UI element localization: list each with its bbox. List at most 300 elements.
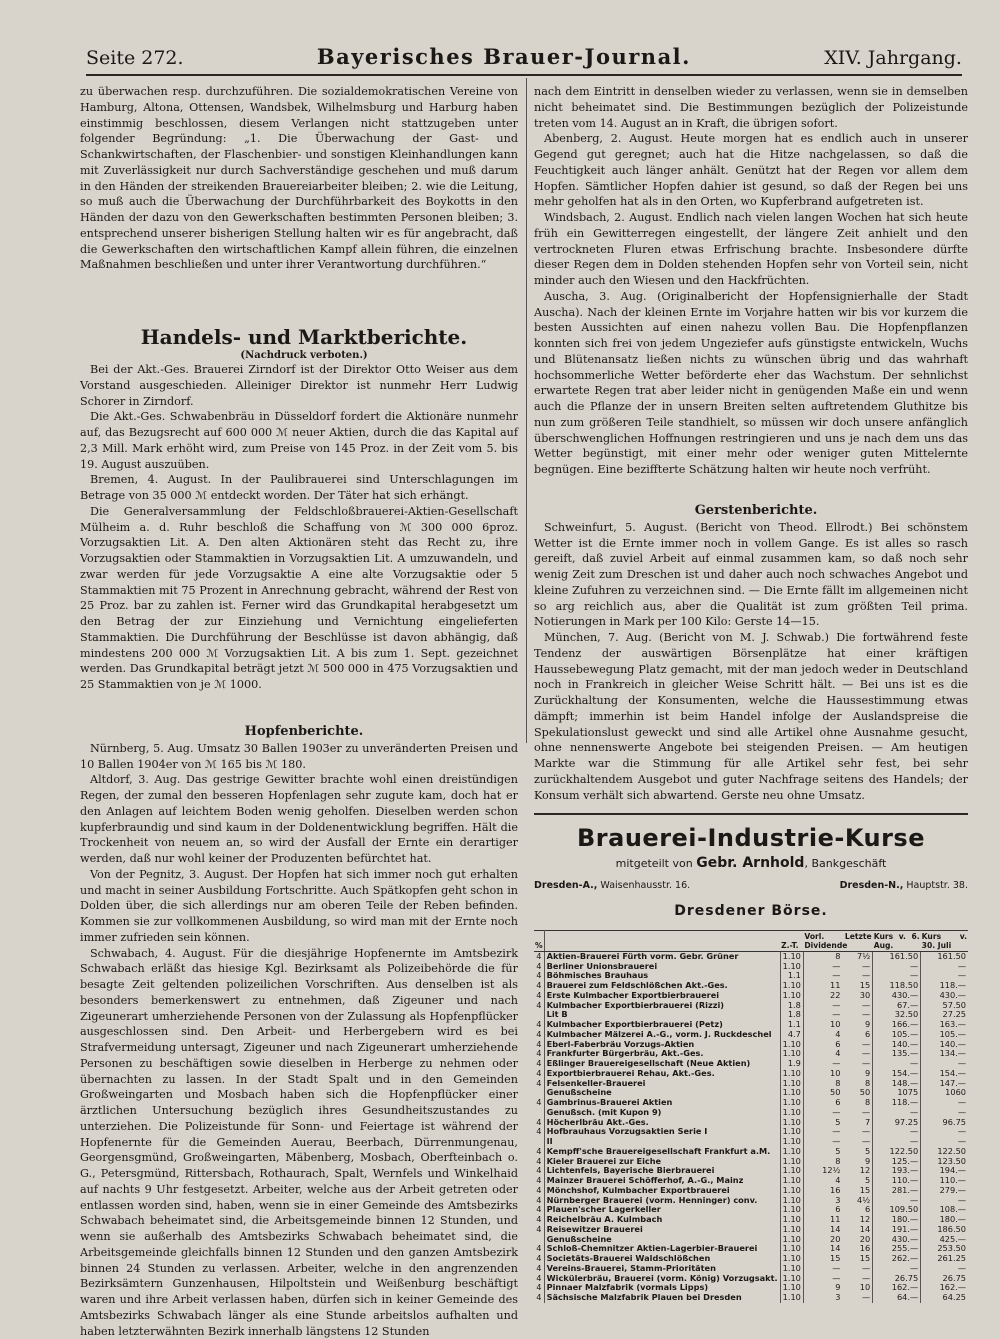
cell-company: Mainzer Brauerei Schöfferhof, A.-G., Mainz bbox=[544, 1176, 780, 1186]
cell-zt: 1.10 bbox=[780, 981, 803, 991]
column-divider bbox=[526, 78, 527, 743]
cell-div-last: — bbox=[842, 1049, 872, 1059]
cell-kurs-a: 161.50 bbox=[873, 951, 921, 961]
cell-company: Kempff'sche Brauereigesellschaft Frankfurt a.M. bbox=[544, 1147, 780, 1157]
cell-company: Genußsch. (mit Kupon 9) bbox=[544, 1108, 780, 1118]
cell-div-last: — bbox=[842, 1264, 872, 1274]
cell-div-last: — bbox=[842, 971, 872, 981]
cell-div-prev: 10 bbox=[803, 1069, 842, 1079]
kurse-provider: mitgeteilt von Gebr. Arnhold, Bankgeschäft bbox=[534, 853, 968, 874]
cell-company: Böhmisches Brauhaus bbox=[544, 971, 780, 981]
cell-zt: 1.10 bbox=[780, 1274, 803, 1284]
cell-percent: 4 bbox=[534, 1030, 544, 1040]
cell-company: Pinnaer Malzfabrik (vormals Lipps) bbox=[544, 1283, 780, 1293]
cell-percent: 4 bbox=[534, 1127, 544, 1137]
cell-kurs-b: 122.50 bbox=[921, 1147, 968, 1157]
cell-div-prev: — bbox=[803, 1264, 842, 1274]
cell-company: Gambrinus-Brauerei Aktien bbox=[544, 1098, 780, 1108]
col-header-percent: % bbox=[534, 930, 544, 951]
page-number: Seite 272. bbox=[86, 47, 184, 69]
address-left-street: Waisenhausstr. 16. bbox=[600, 880, 690, 891]
cell-kurs-a: 262.— bbox=[873, 1254, 921, 1264]
cell-percent: 4 bbox=[534, 1283, 544, 1293]
cell-div-prev: — bbox=[803, 1274, 842, 1284]
cell-percent: 4 bbox=[534, 1186, 544, 1196]
cell-company: Felsenkeller-Brauerei bbox=[544, 1079, 780, 1089]
table-row bbox=[534, 1049, 968, 1059]
cell-company: Kieler Brauerei zur Eiche bbox=[544, 1157, 780, 1167]
table-row bbox=[534, 1118, 968, 1128]
cell-percent: 4 bbox=[534, 971, 544, 981]
cell-percent: 4 bbox=[534, 1059, 544, 1069]
cell-kurs-b: 105.— bbox=[921, 1030, 968, 1040]
cell-kurs-a: 122.50 bbox=[873, 1147, 921, 1157]
cell-company: Berliner Unionsbrauerei bbox=[544, 962, 780, 972]
cell-kurs-a: — bbox=[873, 1108, 921, 1118]
cell-zt: 1.10 bbox=[780, 1244, 803, 1254]
kurse-addresses bbox=[534, 878, 968, 894]
cell-kurs-a: 1075 bbox=[873, 1088, 921, 1098]
kurse-firm: Gebr. Arnhold bbox=[696, 855, 804, 871]
cell-company: Genußscheine bbox=[544, 1088, 780, 1098]
cell-zt: 4.7 bbox=[780, 1030, 803, 1040]
cell-zt: 1.10 bbox=[780, 1157, 803, 1167]
cell-div-prev: 6 bbox=[803, 1040, 842, 1050]
cell-zt: 1.10 bbox=[780, 1186, 803, 1196]
kurse-firm-type: Bankgeschäft bbox=[811, 857, 886, 870]
cell-div-prev: 15 bbox=[803, 1254, 842, 1264]
cell-percent: 4 bbox=[534, 1215, 544, 1225]
cell-company: Sächsische Malzfabrik Plauen bei Dresden bbox=[544, 1293, 780, 1303]
cell-kurs-b: 140.— bbox=[921, 1040, 968, 1050]
boerse-title: Dresdener Börse. bbox=[534, 904, 968, 920]
cell-kurs-b: 27.25 bbox=[921, 1010, 968, 1020]
cell-company: Frankfurter Bürgerbräu, Akt.-Ges. bbox=[544, 1049, 780, 1059]
cell-kurs-b: — bbox=[921, 1196, 968, 1206]
cell-kurs-b: 118.— bbox=[921, 981, 968, 991]
news-paragraph: Abenberg, 2. August. Heute morgen hat es endlich auch in unserer Gegend gut geregnet; auch hat die Hitze nachgelassen, so daß die Feuchtigkeit auch länger anhält. Genützt hat der Regen vor allem dem Hopfen. Sämtlicher Hopfen dahier ist gesund, so daß der Regen bei uns mehr geholfen hat als in den Orten, wo Kupferbrand aufgetreten ist. bbox=[534, 131, 968, 210]
cell-zt: 1.10 bbox=[780, 1254, 803, 1264]
cell-div-last: 8 bbox=[842, 1079, 872, 1089]
address-left-city: Dresden-A., bbox=[534, 880, 597, 891]
cell-kurs-b: — bbox=[921, 971, 968, 981]
section-rule bbox=[534, 813, 968, 815]
cell-percent: 4 bbox=[534, 1040, 544, 1050]
cell-div-prev: 3 bbox=[803, 1293, 842, 1303]
cell-kurs-b: — bbox=[921, 1264, 968, 1274]
cell-kurs-b: 26.75 bbox=[921, 1274, 968, 1284]
cell-kurs-a: — bbox=[873, 1059, 921, 1069]
cell-zt: 1.10 bbox=[780, 1264, 803, 1274]
cell-zt: 1.10 bbox=[780, 991, 803, 1001]
cell-kurs-a: — bbox=[873, 962, 921, 972]
cell-company: Wickülerbräu, Brauerei (vorm. König) Vorzugsakt. bbox=[544, 1274, 780, 1284]
cell-kurs-b: — bbox=[921, 962, 968, 972]
cell-kurs-a: 193.— bbox=[873, 1166, 921, 1176]
cell-zt: 1.10 bbox=[780, 1049, 803, 1059]
cell-div-last: 5 bbox=[842, 1147, 872, 1157]
table-row bbox=[534, 1254, 968, 1264]
cell-zt: 1.10 bbox=[780, 1098, 803, 1108]
cell-company: Reichelbräu A. Kulmbach bbox=[544, 1215, 780, 1225]
cell-kurs-b: 123.50 bbox=[921, 1157, 968, 1167]
cell-div-last: — bbox=[842, 1274, 872, 1284]
section-note: (Nachdruck verboten.) bbox=[80, 349, 518, 362]
cell-div-prev: — bbox=[803, 1059, 842, 1069]
table-row bbox=[534, 951, 968, 961]
cell-div-prev: 12½ bbox=[803, 1166, 842, 1176]
cell-zt: 1.8 bbox=[780, 1010, 803, 1020]
cell-div-prev: 50 bbox=[803, 1088, 842, 1098]
cell-div-prev: 10 bbox=[803, 1020, 842, 1030]
cell-zt: 1.10 bbox=[780, 1293, 803, 1303]
cell-div-last: — bbox=[842, 1010, 872, 1020]
cell-div-prev: 6 bbox=[803, 1098, 842, 1108]
cell-zt: 1.10 bbox=[780, 1108, 803, 1118]
cell-percent: 4 bbox=[534, 1244, 544, 1254]
cell-percent: 4 bbox=[534, 1157, 544, 1167]
kurse-title: Brauerei-Industrie-Kurse bbox=[534, 823, 968, 853]
table-row bbox=[534, 1127, 968, 1137]
cell-div-last: 15 bbox=[842, 1254, 872, 1264]
cell-kurs-a: 135.— bbox=[873, 1049, 921, 1059]
cell-div-last: 15 bbox=[842, 981, 872, 991]
cell-zt: 1.10 bbox=[780, 1147, 803, 1157]
cell-kurs-a: — bbox=[873, 971, 921, 981]
cell-div-last: 6 bbox=[842, 1030, 872, 1040]
cell-kurs-b: 161.50 bbox=[921, 951, 968, 961]
cell-company: Societäts-Brauerei Waldschlößchen bbox=[544, 1254, 780, 1264]
cell-zt: 1.10 bbox=[780, 1127, 803, 1137]
cell-div-last: — bbox=[842, 1108, 872, 1118]
cell-kurs-b: — bbox=[921, 1098, 968, 1108]
news-paragraph: Bei der Akt.-Ges. Brauerei Zirndorf ist der Direktor Otto Weiser aus dem Vorstand ausgeschieden. Alleiniger Direktor ist nunmehr Herr Ludwig Schorer in Zirndorf. bbox=[80, 362, 518, 409]
cell-kurs-a: 166.— bbox=[873, 1020, 921, 1030]
cell-kurs-a: 180.— bbox=[873, 1215, 921, 1225]
cell-percent: 4 bbox=[534, 1196, 544, 1206]
cell-div-last: 16 bbox=[842, 1244, 872, 1254]
cell-div-prev: — bbox=[803, 1010, 842, 1020]
article-continuation: nach dem Eintritt in denselben wieder zu verlassen, wenn sie in demselben nicht beheimatet sind. Die Bestimmungen bezüglich der Polizeistunde treten vom 14. August an in Kraft, die übrigen sofort. bbox=[534, 84, 968, 131]
cell-div-last: 20 bbox=[842, 1235, 872, 1245]
cell-kurs-b: — bbox=[921, 1127, 968, 1137]
cell-kurs-a: 125.— bbox=[873, 1157, 921, 1167]
news-paragraph: Schweinfurt, 5. August. (Bericht von Theod. Ellrodt.) Bei schönstem Wetter ist die Ernte immer noch in vollem Gange. Es ist alles so rasch gereift, daß zuviel Arbeit auf einmal zusammen kam, so daß noch sehr wenig Zeit zum Dreschen ist und daher auch noch schwaches Angebot und kleine Zufuhren zu verzeichnen sind. — Die Ernte fällt im allgemeinen nicht so arg reichlich aus, aber die Qualität ist zum größten Teil prima. Notierungen in Mark per 100 Kilo: Gerste 14—15. bbox=[534, 520, 968, 630]
cell-company: Kulmbacher Exportbierbrauerei (Petz) bbox=[544, 1020, 780, 1030]
cell-div-prev: 4 bbox=[803, 1030, 842, 1040]
cell-div-last: 7 bbox=[842, 1118, 872, 1128]
cell-percent: 4 bbox=[534, 1274, 544, 1284]
cell-percent: 4 bbox=[534, 1079, 544, 1089]
cell-company: Eßlinger Brauereigesellschaft (Neue Aktien) bbox=[544, 1059, 780, 1069]
cell-kurs-b: 261.25 bbox=[921, 1254, 968, 1264]
cell-company: Kulmbacher Mälzerei A.-G., vorm. J. Ruckdeschel bbox=[544, 1030, 780, 1040]
cell-kurs-b: 425.— bbox=[921, 1235, 968, 1245]
cell-div-prev: — bbox=[803, 1127, 842, 1137]
cell-company: Vereins-Brauerei, Stamm-Prioritäten bbox=[544, 1264, 780, 1274]
cell-kurs-b: 108.— bbox=[921, 1205, 968, 1215]
cell-company: Erste Kulmbacher Exportbierbrauerei bbox=[544, 991, 780, 1001]
cell-kurs-b: 110.— bbox=[921, 1176, 968, 1186]
cell-div-prev: 8 bbox=[803, 1157, 842, 1167]
right-column bbox=[534, 84, 968, 1303]
news-paragraph: Windsbach, 2. August. Endlich nach vielen langen Wochen hat sich heute früh ein Gewitterregen eingestellt, der längere Zeit anhielt und den vertrockneten Fluren etwas Erfrischung brachte. Insbesondere dürfte dieser Regen dem in Dolden stehenden Hopfen sehr von Vorteil sein, nicht minder auch den Wiesen und den Hackfrüchten. bbox=[534, 210, 968, 289]
cell-kurs-a: 140.— bbox=[873, 1040, 921, 1050]
cell-div-prev: 20 bbox=[803, 1235, 842, 1245]
cell-div-last: 5 bbox=[842, 1176, 872, 1186]
cell-zt: 1.10 bbox=[780, 962, 803, 972]
cell-percent: 4 bbox=[534, 1293, 544, 1303]
cell-div-prev: 9 bbox=[803, 1283, 842, 1293]
cell-percent: 4 bbox=[534, 981, 544, 991]
cell-company: Lichtenfels, Bayerische Bierbrauerei bbox=[544, 1166, 780, 1176]
cell-div-last: 15 bbox=[842, 1186, 872, 1196]
cell-div-last: 6 bbox=[842, 1205, 872, 1215]
table-row bbox=[534, 962, 968, 972]
cell-kurs-b: 154.— bbox=[921, 1069, 968, 1079]
col-header-kurs-a: Kurs v. 6. Aug. bbox=[873, 930, 921, 951]
cell-kurs-b: 64.25 bbox=[921, 1293, 968, 1303]
cell-div-last: 14 bbox=[842, 1225, 872, 1235]
cell-zt: 1.10 bbox=[780, 1283, 803, 1293]
cell-kurs-a: 64.— bbox=[873, 1293, 921, 1303]
cell-company: Exportbierbrauerei Rehau, Akt.-Ges. bbox=[544, 1069, 780, 1079]
cell-company: Kulmbacher Exportbierbrauerei (Rizzi) bbox=[544, 1001, 780, 1011]
journal-title: Bayerisches Brauer-Journal. bbox=[317, 44, 691, 69]
cell-div-prev: 11 bbox=[803, 1215, 842, 1225]
cell-kurs-a: 148.— bbox=[873, 1079, 921, 1089]
cell-percent: 4 bbox=[534, 1264, 544, 1274]
cell-div-last: 4½ bbox=[842, 1196, 872, 1206]
cell-kurs-b: — bbox=[921, 1137, 968, 1147]
col-header-dividend: Vorl. Letzte Dividende bbox=[803, 930, 872, 951]
cell-kurs-b: 162.— bbox=[921, 1283, 968, 1293]
cell-percent: 4 bbox=[534, 951, 544, 961]
cell-div-prev: 22 bbox=[803, 991, 842, 1001]
cell-zt: 1.10 bbox=[780, 951, 803, 961]
cell-div-last: 9 bbox=[842, 1020, 872, 1030]
cell-kurs-b: 163.— bbox=[921, 1020, 968, 1030]
cell-company: Plauen'scher Lagerkeller bbox=[544, 1205, 780, 1215]
cell-kurs-b: 1060 bbox=[921, 1088, 968, 1098]
cell-kurs-a: 110.— bbox=[873, 1176, 921, 1186]
cell-kurs-b: 253.50 bbox=[921, 1244, 968, 1254]
cell-div-prev: 14 bbox=[803, 1225, 842, 1235]
cell-div-prev: 16 bbox=[803, 1186, 842, 1196]
col-header-zt: Z.-T. bbox=[780, 930, 803, 951]
cell-percent: 4 bbox=[534, 1069, 544, 1079]
cell-company: Lit B bbox=[544, 1010, 780, 1020]
cell-kurs-a: 105.— bbox=[873, 1030, 921, 1040]
news-paragraph: Die Generalversammlung der Feldschloßbrauerei-Aktien-Gesellschaft Mülheim a. d. Ruhr beschloß die Schaffung von ℳ 300 000 6proz. Vorzugsaktien Lit. A. Den alten Aktionären steht das Recht zu, ihre Vorzugsaktien oder Stammaktien in Vorzugsaktien Lit. A umzuwandeln, und zwar werden für jede Vorzugsaktie A eine alte Vorzugsaktie oder 5 Stammaktien mit 75 Prozent in Anrechnung gebracht, während der Rest von 25 Proz. bar zu zahlen ist. Ferner wird das Grundkapital herabgesetzt um den Betrag der zur Einziehung und Vernichtung eingelieferten Stammaktien. Die Durchführung der Beschlüsse ist davon abhängig, daß mindestens 200 000 ℳ Vorzugsaktien Lit. A bis zum 1. Sept. gezeichnet werden. Das Grundkapital beträgt jetzt ℳ 500 000 in 475 Vorzugsaktien und 25 Stammaktien von je ℳ 1000. bbox=[80, 504, 518, 693]
cell-div-last: 8 bbox=[842, 1098, 872, 1108]
cell-kurs-b: 279.— bbox=[921, 1186, 968, 1196]
cell-kurs-a: 154.— bbox=[873, 1069, 921, 1079]
cell-div-prev: 8 bbox=[803, 951, 842, 961]
section-title-handels: Handels- und Marktberichte. bbox=[80, 325, 518, 349]
table-row bbox=[534, 1293, 968, 1303]
cell-company: Genußscheine bbox=[544, 1235, 780, 1245]
cell-zt: 1.9 bbox=[780, 1059, 803, 1069]
cell-percent: 4 bbox=[534, 1118, 544, 1128]
cell-zt: 1.8 bbox=[780, 1001, 803, 1011]
cell-kurs-a: 430.— bbox=[873, 1235, 921, 1245]
cell-kurs-b: 194.— bbox=[921, 1166, 968, 1176]
cell-zt: 1.10 bbox=[780, 1215, 803, 1225]
section-title-gersten: Gerstenberichte. bbox=[534, 502, 968, 520]
cell-percent: 4 bbox=[534, 1205, 544, 1215]
cell-percent: 4 bbox=[534, 1001, 544, 1011]
cell-company: Reisewitzer Brauerei bbox=[544, 1225, 780, 1235]
cell-kurs-a: 67.— bbox=[873, 1001, 921, 1011]
cell-div-prev: 11 bbox=[803, 981, 842, 991]
cell-kurs-b: 134.— bbox=[921, 1049, 968, 1059]
cell-div-last: 12 bbox=[842, 1166, 872, 1176]
cell-div-last: — bbox=[842, 1137, 872, 1147]
news-paragraph: München, 7. Aug. (Bericht von M. J. Schwab.) Die fortwährend feste Tendenz der auswärtigen Börsenplätze hat einer kräftigen Haussebewegung Platz gemacht, mit der man jedoch weder in Deutschland noch in Frankreich in gleicher Weise Schritt hält. — Bei uns ist es die Zurückhaltung der Konsumenten, welche die Haussestimmung etwas dämpft; immerhin ist beim Handel infolge der Auslandspreise die Spekulationslust geweckt und sind alle Artikel ohne Ausnahme gesucht, ohne nennenswerte Angebote bei steigenden Preisen. — Am heutigen Markte war die Stimmung für alle Artikel sehr fest, bei sehr zurückhaltendem Ausgebot und guter Nachfrage seitens des Handels; der Konsum verhält sich abwartend. Gerste neu ohne Umsatz. bbox=[534, 630, 968, 803]
news-paragraph: Bremen, 4. August. In der Paulibrauerei sind Unterschlagungen im Betrage von 35 000 ℳ entdeckt worden. Der Täter hat sich erhängt. bbox=[80, 472, 518, 504]
cell-div-prev: 8 bbox=[803, 1079, 842, 1089]
cell-company: Schloß-Chemnitzer Aktien-Lagerbier-Brauerei bbox=[544, 1244, 780, 1254]
cell-div-prev: 4 bbox=[803, 1049, 842, 1059]
cell-zt: 1.10 bbox=[780, 1079, 803, 1089]
cell-percent: 4 bbox=[534, 1147, 544, 1157]
cell-zt: 1.10 bbox=[780, 1137, 803, 1147]
cell-kurs-b: 147.— bbox=[921, 1079, 968, 1089]
cell-company: Brauerei zum Feldschlößchen Akt.-Ges. bbox=[544, 981, 780, 991]
cell-kurs-b: 430.— bbox=[921, 991, 968, 1001]
news-paragraph: Auscha, 3. Aug. (Originalbericht der Hopfensignierhalle der Stadt Auscha). Nach der kleinen Ernte im Vorjahre hatten wir bis vor kurzem die besten Aussichten auf einen nahezu vollen Bau. Die Hopfenpflanzen konnten sich frei von jedem Ungeziefer aufs günstigste entwickeln, Wuchs und Blütenansatz ließen nichts zu wünschen übrig und das wahrhaft hochsommerliche Wetter beförderte eher das Wachstum. Der sehnlichst erwartete Regen trat aber leider nicht in genügenden Maße ein und wenn auch die Pflanze der in unsern Breiten selten auftretendem Gluthitze bis nun zum größeren Teile standhielt, so müssen wir doch unsere anfänglich überschwenglichen Hoffnungen restringieren und uns je nach dem uns das Wetter begünstigt, mit einer mehr oder weniger guten Mittelernte begnügen. Eine beziffterte Schätzung halten wir heute noch verfrüht. bbox=[534, 289, 968, 478]
address-right bbox=[840, 878, 968, 894]
cell-div-last: 7½ bbox=[842, 951, 872, 961]
cell-kurs-a: 191.— bbox=[873, 1225, 921, 1235]
table-row bbox=[534, 1098, 968, 1108]
news-paragraph: Die Akt.-Ges. Schwabenbräu in Düsseldorf fordert die Aktionäre nunmehr auf, das Bezugsrecht auf 600 000 ℳ neuer Aktien, durch die das Kapital auf 2,3 Mill. Mark erhöht wird, zum Preise von 145 Proz. in der Zeit vom 5. bis 19. August auszuüben. bbox=[80, 409, 518, 472]
table-row bbox=[534, 1186, 968, 1196]
cell-percent: 4 bbox=[534, 962, 544, 972]
cell-percent: 4 bbox=[534, 1225, 544, 1235]
cell-kurs-b: 96.75 bbox=[921, 1118, 968, 1128]
cell-kurs-b: 57.50 bbox=[921, 1001, 968, 1011]
address-right-city: Dresden-N., bbox=[840, 880, 904, 891]
cell-kurs-a: 430.— bbox=[873, 991, 921, 1001]
address-left bbox=[534, 878, 690, 894]
cell-div-prev: — bbox=[803, 971, 842, 981]
cell-div-last: 10 bbox=[842, 1283, 872, 1293]
cell-company: Nürnberger Brauerei (vorm. Henninger) conv. bbox=[544, 1196, 780, 1206]
news-paragraph: Schwabach, 4. August. Für die diesjährige Hopfenernte im Amtsbezirk Schwabach erläßt das hiesige Kgl. Bezirksamt als Polizeibehörde die für besagte Zeit geltenden polizeilichen Vorschriften. Aus denselben ist als besonders bemerkenswert zu entnehmen, daß Zigeuner und nach Zigeunerart umherziehende Personen von der Zulassung als Hopfenpflücker ausgeschlossen sind. Den Arbeit- und Herbergebern wird es bei Strafvermeidung untersagt, Zigeuner und nach Zigeunerart umherziehende Personen zu beschäftigen sowie dieselben in Herberge zu nehmen oder übernachten zu lassen. In der Stadt Spalt und in den Gemeinden Großweingarten und Mosbach haben sich die Hopfenpflücker einer ärztlichen Untersuchung bezüglich ihres Gesundheitszustandes zu unterziehen. Die Polizeistunde für Sonn- und Feiertage ist während der Hopfenernte für die Gemeinden Auerau, Beerbach, Dürrenmungenau, Georgensgmünd, Großweingarten, Mäbenberg, Mosbach, Oberfteinbach o. G., Petersgmünd, Rittersbach, Rothaurach, Spalt, Wernfels und Winkelhaid auf nachts 9 Uhr festgesetzt. Arbeiter, welche aus der Arbeit getreten oder entlassen worden sind, haben, wenn sie in einer Gemeinde des Amtsbezirks Schwabach beheimatet sind, die Arbeitsgemeinde binnen 12 Stunden, und wenn sie außerhalb des Amtsbezirks Schwabach beheimatet sind, die Arbeitsgemeinde gleichfalls binnen 12 Stunden und den ganzen Amtsbezirk binnen 24 Stunden zu verlassen. Arbeiter, welche in den angrenzenden Bezirksämtern Gunzenhausen, Hilpoltstein und Weißenburg beschäftigt waren und ihre Arbeit verlassen haben, dürfen sich in keiner Gemeinde des Amtsbezirks Schwabach länger als eine Stunde arbeitslos aufhalten und haben letzterwähnten Bezirk innerhalb längstens 12 Stunden bbox=[80, 946, 518, 1339]
cell-div-prev: 4 bbox=[803, 1176, 842, 1186]
cell-div-prev: — bbox=[803, 1137, 842, 1147]
cell-kurs-a: 255.— bbox=[873, 1244, 921, 1254]
stock-table-body bbox=[534, 951, 968, 1303]
cell-zt: 1.10 bbox=[780, 1205, 803, 1215]
cell-company: Mönchshof, Kulmbacher Exportbrauerei bbox=[544, 1186, 780, 1196]
cell-div-last: 9 bbox=[842, 1069, 872, 1079]
cell-div-last: — bbox=[842, 1001, 872, 1011]
cell-div-last: — bbox=[842, 962, 872, 972]
cell-div-prev: 14 bbox=[803, 1244, 842, 1254]
cell-div-last: — bbox=[842, 1059, 872, 1069]
volume-label: XIV. Jahrgang. bbox=[824, 47, 962, 69]
left-column bbox=[80, 84, 518, 1339]
cell-kurs-a: 97.25 bbox=[873, 1118, 921, 1128]
cell-zt: 1.10 bbox=[780, 1235, 803, 1245]
kurse-provider-label: mitgeteilt von bbox=[616, 857, 693, 870]
table-header-row bbox=[534, 930, 968, 951]
cell-div-prev: 6 bbox=[803, 1205, 842, 1215]
cell-div-last: 30 bbox=[842, 991, 872, 1001]
running-head bbox=[86, 44, 962, 76]
cell-kurs-a: 109.50 bbox=[873, 1205, 921, 1215]
cell-kurs-b: — bbox=[921, 1059, 968, 1069]
cell-percent: 4 bbox=[534, 1098, 544, 1108]
cell-company: Höcherlbräu Akt.-Ges. bbox=[544, 1118, 780, 1128]
cell-percent: 4 bbox=[534, 1176, 544, 1186]
cell-company: Aktien-Brauerei Fürth vorm. Gebr. Grüner bbox=[544, 951, 780, 961]
cell-zt: 1.10 bbox=[780, 1088, 803, 1098]
cell-kurs-b: 186.50 bbox=[921, 1225, 968, 1235]
cell-div-last: 50 bbox=[842, 1088, 872, 1098]
cell-company: Hofbrauhaus Vorzugsaktien Serie I bbox=[544, 1127, 780, 1137]
cell-div-prev: — bbox=[803, 1001, 842, 1011]
cell-zt: 1.10 bbox=[780, 1118, 803, 1128]
cell-percent: 4 bbox=[534, 1254, 544, 1264]
cell-kurs-a: — bbox=[873, 1137, 921, 1147]
cell-percent: 4 bbox=[534, 1166, 544, 1176]
cell-kurs-a: 281.— bbox=[873, 1186, 921, 1196]
cell-zt: 1.10 bbox=[780, 1040, 803, 1050]
cell-zt: 1.10 bbox=[780, 1196, 803, 1206]
section-title-hopfen: Hopfenberichte. bbox=[80, 723, 518, 741]
cell-div-last: — bbox=[842, 1040, 872, 1050]
cell-zt: 1.10 bbox=[780, 1069, 803, 1079]
cell-kurs-a: 118.— bbox=[873, 1098, 921, 1108]
cell-zt: 1.1 bbox=[780, 971, 803, 981]
cell-percent: 4 bbox=[534, 1049, 544, 1059]
col-header-name bbox=[544, 930, 780, 951]
cell-div-prev: 3 bbox=[803, 1196, 842, 1206]
cell-zt: 1.10 bbox=[780, 1176, 803, 1186]
cell-percent: 4 bbox=[534, 1020, 544, 1030]
stock-table bbox=[534, 930, 968, 1303]
cell-zt: 1.10 bbox=[780, 1166, 803, 1176]
article-continuation: zu überwachen resp. durchzuführen. Die sozialdemokratischen Vereine von Hamburg, Altona, Ottensen, Wandsbek, Wilhelmsburg und Harburg haben einstimmig beschlossen, diesem Verlangen nicht stattzugeben unter folgender Begründung: „1. Die Überwachung der Gast- und Schankwirtschaften, der Flaschenbier- und sonstigen Kleinhandlungen kann mit Zuverlässigkeit nur durch Sachverständige geschehen und muß darum in den Händen der streikenden Brauereiarbeiter bleiben; 2. wie die Leitung, so muß auch die Überwachung der Durchführbarkeit des Boykotts in den Händen der dazu von den Gewerkschaften bestimmten Personen bleiben; 3. entsprechend unserer bisherigen Stellung halten wir es für angebracht, daß die Gewerkschaften den wirtschaftlichen Kampf allein führen, die einzelnen Maßnahmen beschließen und unter ihrer Verantwortung durchführen.“ bbox=[80, 84, 518, 273]
cell-kurs-a: 162.— bbox=[873, 1283, 921, 1293]
cell-kurs-a: 26.75 bbox=[873, 1274, 921, 1284]
news-paragraph: Altdorf, 3. Aug. Das gestrige Gewitter brachte wohl einen dreistündigen Regen, der zumal den besseren Hopfenlagen sehr zugute kam, doch hat er den Anlagen auf leichtem Boden wenig geholfen. Dieselben werden schon kupferbraundig und sind kaum in der Doldenentwicklung begriffen. Hält die Trockenheit von neuem an, so wird der Ausfall der Ernte ein derartiger werden, daß nur wohl keiner der Produzenten befürchtet hat. bbox=[80, 772, 518, 867]
cell-kurs-a: — bbox=[873, 1196, 921, 1206]
cell-div-last: — bbox=[842, 1127, 872, 1137]
cell-kurs-a: — bbox=[873, 1264, 921, 1274]
cell-div-last: 12 bbox=[842, 1215, 872, 1225]
cell-kurs-a: — bbox=[873, 1127, 921, 1137]
address-right-street: Hauptstr. 38. bbox=[906, 880, 968, 891]
cell-div-last: — bbox=[842, 1293, 872, 1303]
cell-kurs-a: 118.50 bbox=[873, 981, 921, 991]
cell-div-prev: — bbox=[803, 1108, 842, 1118]
col-header-kurs-b: Kurs v. 30. Juli bbox=[921, 930, 968, 951]
cell-percent: 4 bbox=[534, 991, 544, 1001]
cell-zt: 1.1 bbox=[780, 1020, 803, 1030]
cell-div-prev: 5 bbox=[803, 1147, 842, 1157]
cell-company: Eberl-Faberbräu Vorzugs-Aktien bbox=[544, 1040, 780, 1050]
news-paragraph: Von der Pegnitz, 3. August. Der Hopfen hat sich immer noch gut erhalten und macht in seiner Ausbildung Fortschritte. Auch Spätkopfen geht schon in Dolden über, die sich allerdings nur am oberen Teile der Reben befinden. Kommen sie zur vollkommenen Ausbildung, so wird man mit der Ernte noch immer zufrieden sein können. bbox=[80, 867, 518, 946]
cell-kurs-b: 180.— bbox=[921, 1215, 968, 1225]
cell-kurs-a: 32.50 bbox=[873, 1010, 921, 1020]
cell-div-prev: 5 bbox=[803, 1118, 842, 1128]
cell-company: II bbox=[544, 1137, 780, 1147]
